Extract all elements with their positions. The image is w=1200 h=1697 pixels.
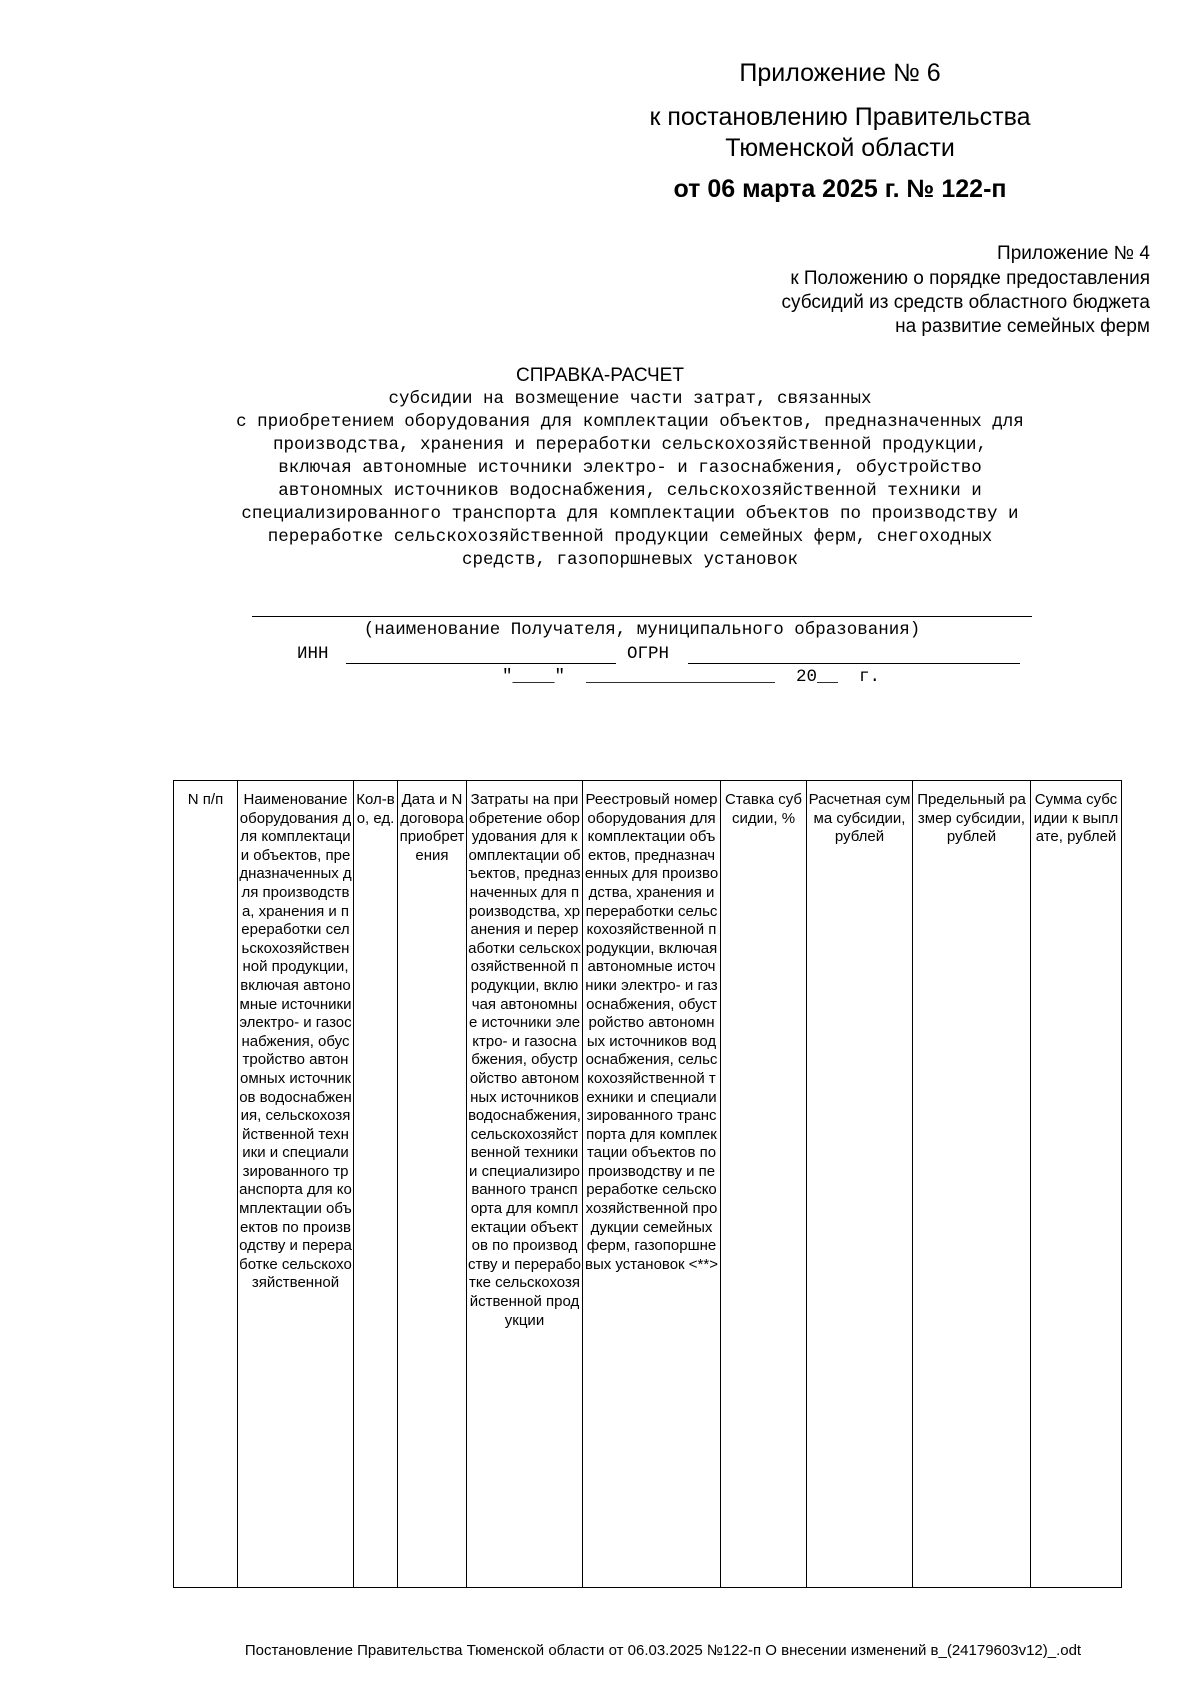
calculation-table (173, 780, 1122, 1588)
date-line[interactable]: "____" __________________ 20__ г. (502, 667, 881, 687)
resolution-line-1: к постановлению Правительства (649, 103, 1031, 131)
inn-label: ИНН (297, 644, 329, 664)
recipient-name-line[interactable] (252, 616, 1032, 617)
header-cell-max-amount: Предельный размер субсидии, рублей (913, 781, 1031, 1588)
inn-field[interactable] (346, 663, 616, 664)
resolution-date: от 06 марта 2025 г. № 122-п (673, 175, 1007, 203)
page-footer: Постановление Правительства Тюменской области от 06.03.2025 №122-п О внесении изменений в_(24179603v12)_.odt (244, 1642, 1082, 1659)
header-cell-registry-number: Реестровый номер оборудования для комплектации объектов, предназначенных для производства, хранения и переработки сельскохозяйственной продукции, включая автономные источники электро- и газоснабжения, обустройство автономных источников водоснабжения, сельскохозяйственной техники и специализированного транспорта для комплектации объектов по производству и переработке сельскохозяйственной продукции семейных ферм, газопоршневых установок <**> (583, 781, 721, 1588)
sub-appendix-line-2: субсидий из средств областного бюджета (781, 292, 1150, 313)
appendix-title: Приложение № 6 (739, 59, 941, 87)
document-subtitle: субсидии на возмещение части затрат, связанных с приобретением оборудования для комплектации объектов, предназначенных для производства, хранения и переработки сельскохозяйственной продукции, включая автономные источники электро- и газоснабжения, обустройство автономных источников водоснабжения, сельскохозяйственной техники и специализированного транспорта для комплектации объектов по производству и переработке сельскохозяйственной продукции семейных ферм, снегоходных средств, газопоршневых установок (236, 389, 1024, 570)
table-header-row (174, 781, 1122, 1588)
sub-appendix-line-3: на развитие семейных ферм (895, 316, 1150, 337)
header-cell-subsidy-rate: Ставка субсидии, % (721, 781, 807, 1588)
document-title: СПРАВКА-РАСЧЕТ (516, 365, 684, 386)
ogrn-label: ОГРН (627, 644, 670, 664)
header-cell-payout-amount: Сумма субсидии к выплате, рублей (1031, 781, 1122, 1588)
recipient-caption: (наименование Получателя, муниципального образования) (363, 620, 921, 640)
header-cell-calculated-amount: Расчетная сумма субсидии, рублей (807, 781, 913, 1588)
resolution-line-2: Тюменской области (725, 134, 955, 162)
sub-appendix-line-1: к Положению о порядке предоставления (790, 268, 1150, 289)
header-cell-quantity: Кол-во, ед. (354, 781, 398, 1588)
header-cell-number: N п/п (174, 781, 238, 1588)
header-cell-equipment-name: Наименование оборудования для комплектации объектов, предназначенных для производства, хранения и переработки сельскохозяйственной продукции, включая автономные источники электро- и газоснабжения, обустройство автономных источников водоснабжения, сельскохозяйственной техники и специализированного транспорта для комплектации объектов по производству и переработке сельскохозяйственной (238, 781, 354, 1588)
header-cell-contract-date: Дата и N договора приобретения (398, 781, 467, 1588)
header-cell-costs: Затраты на приобретение оборудования для комплектации объектов, предназначенных для производства, хранения и переработки сельскохозяйственной продукции, включая автономные источники электро- и газоснабжения, обустройство автономных источников водоснабжения, сельскохозяйственной техники и специализированного транспорта для комплектации объектов по производству и переработке сельскохозяйственной продукции (467, 781, 583, 1588)
sub-appendix-title: Приложение № 4 (997, 243, 1150, 264)
ogrn-field[interactable] (688, 663, 1020, 664)
